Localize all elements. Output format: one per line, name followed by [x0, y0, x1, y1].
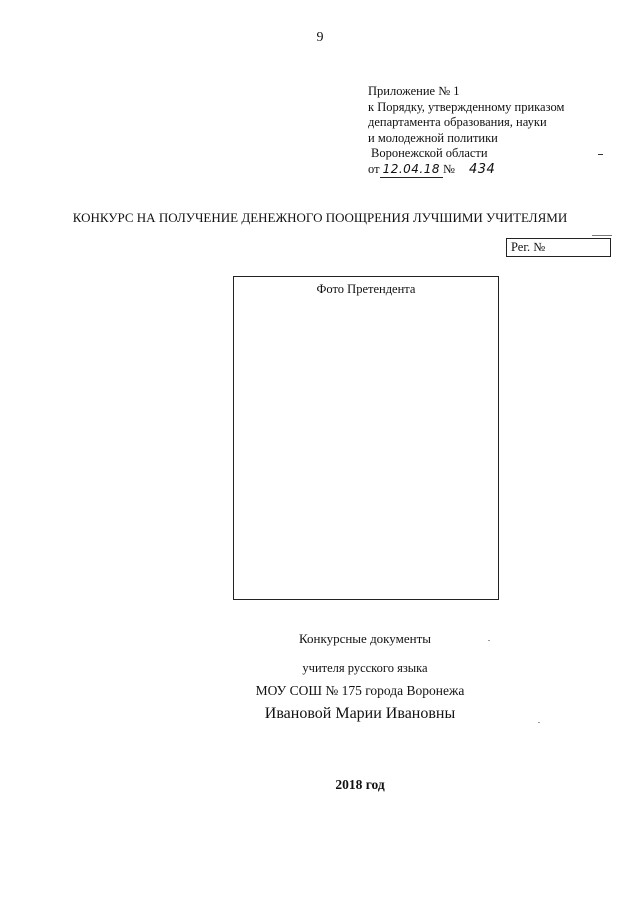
school-name: МОУ СОШ № 175 города Воронежа: [255, 683, 465, 698]
appendix-line-5: Воронежской области: [371, 146, 488, 160]
page-number: 9: [316, 30, 324, 45]
photo-label: Фото Претендента: [316, 282, 416, 296]
number-sign: №: [443, 161, 455, 176]
handwritten-date: 12.04.18: [382, 161, 440, 176]
date-prefix: от: [368, 161, 380, 176]
document-year: 2018 год: [335, 777, 385, 792]
reg-box-tick: [592, 235, 612, 236]
handwritten-order-number: 434: [468, 161, 496, 177]
registration-number-box: [506, 238, 611, 257]
documents-title: Конкурсные документы: [298, 631, 432, 646]
appendix-line-3: департамента образования, науки: [368, 115, 547, 129]
teacher-subject: учителя русского языка: [302, 661, 428, 675]
photo-frame: [233, 276, 499, 600]
teacher-name: Ивановой Марии Ивановны: [264, 705, 456, 722]
appendix-line-1: Приложение № 1: [368, 84, 460, 98]
registration-number-label: Рег. №: [511, 240, 546, 254]
appendix-line-2: к Порядку, утвержденному приказом: [368, 99, 565, 114]
appendix-line-4: и молодежной политики: [368, 130, 498, 145]
appendix-block: [368, 84, 618, 178]
contest-title: КОНКУРС НА ПОЛУЧЕНИЕ ДЕНЕЖНОГО ПООЩРЕНИЯ ЛУЧШИМИ УЧИТЕЛЯМИ: [72, 210, 568, 225]
appendix-date-line: [368, 162, 618, 179]
scan-speck: [488, 640, 490, 641]
stray-mark: [598, 154, 603, 155]
scan-speck: [538, 722, 540, 723]
